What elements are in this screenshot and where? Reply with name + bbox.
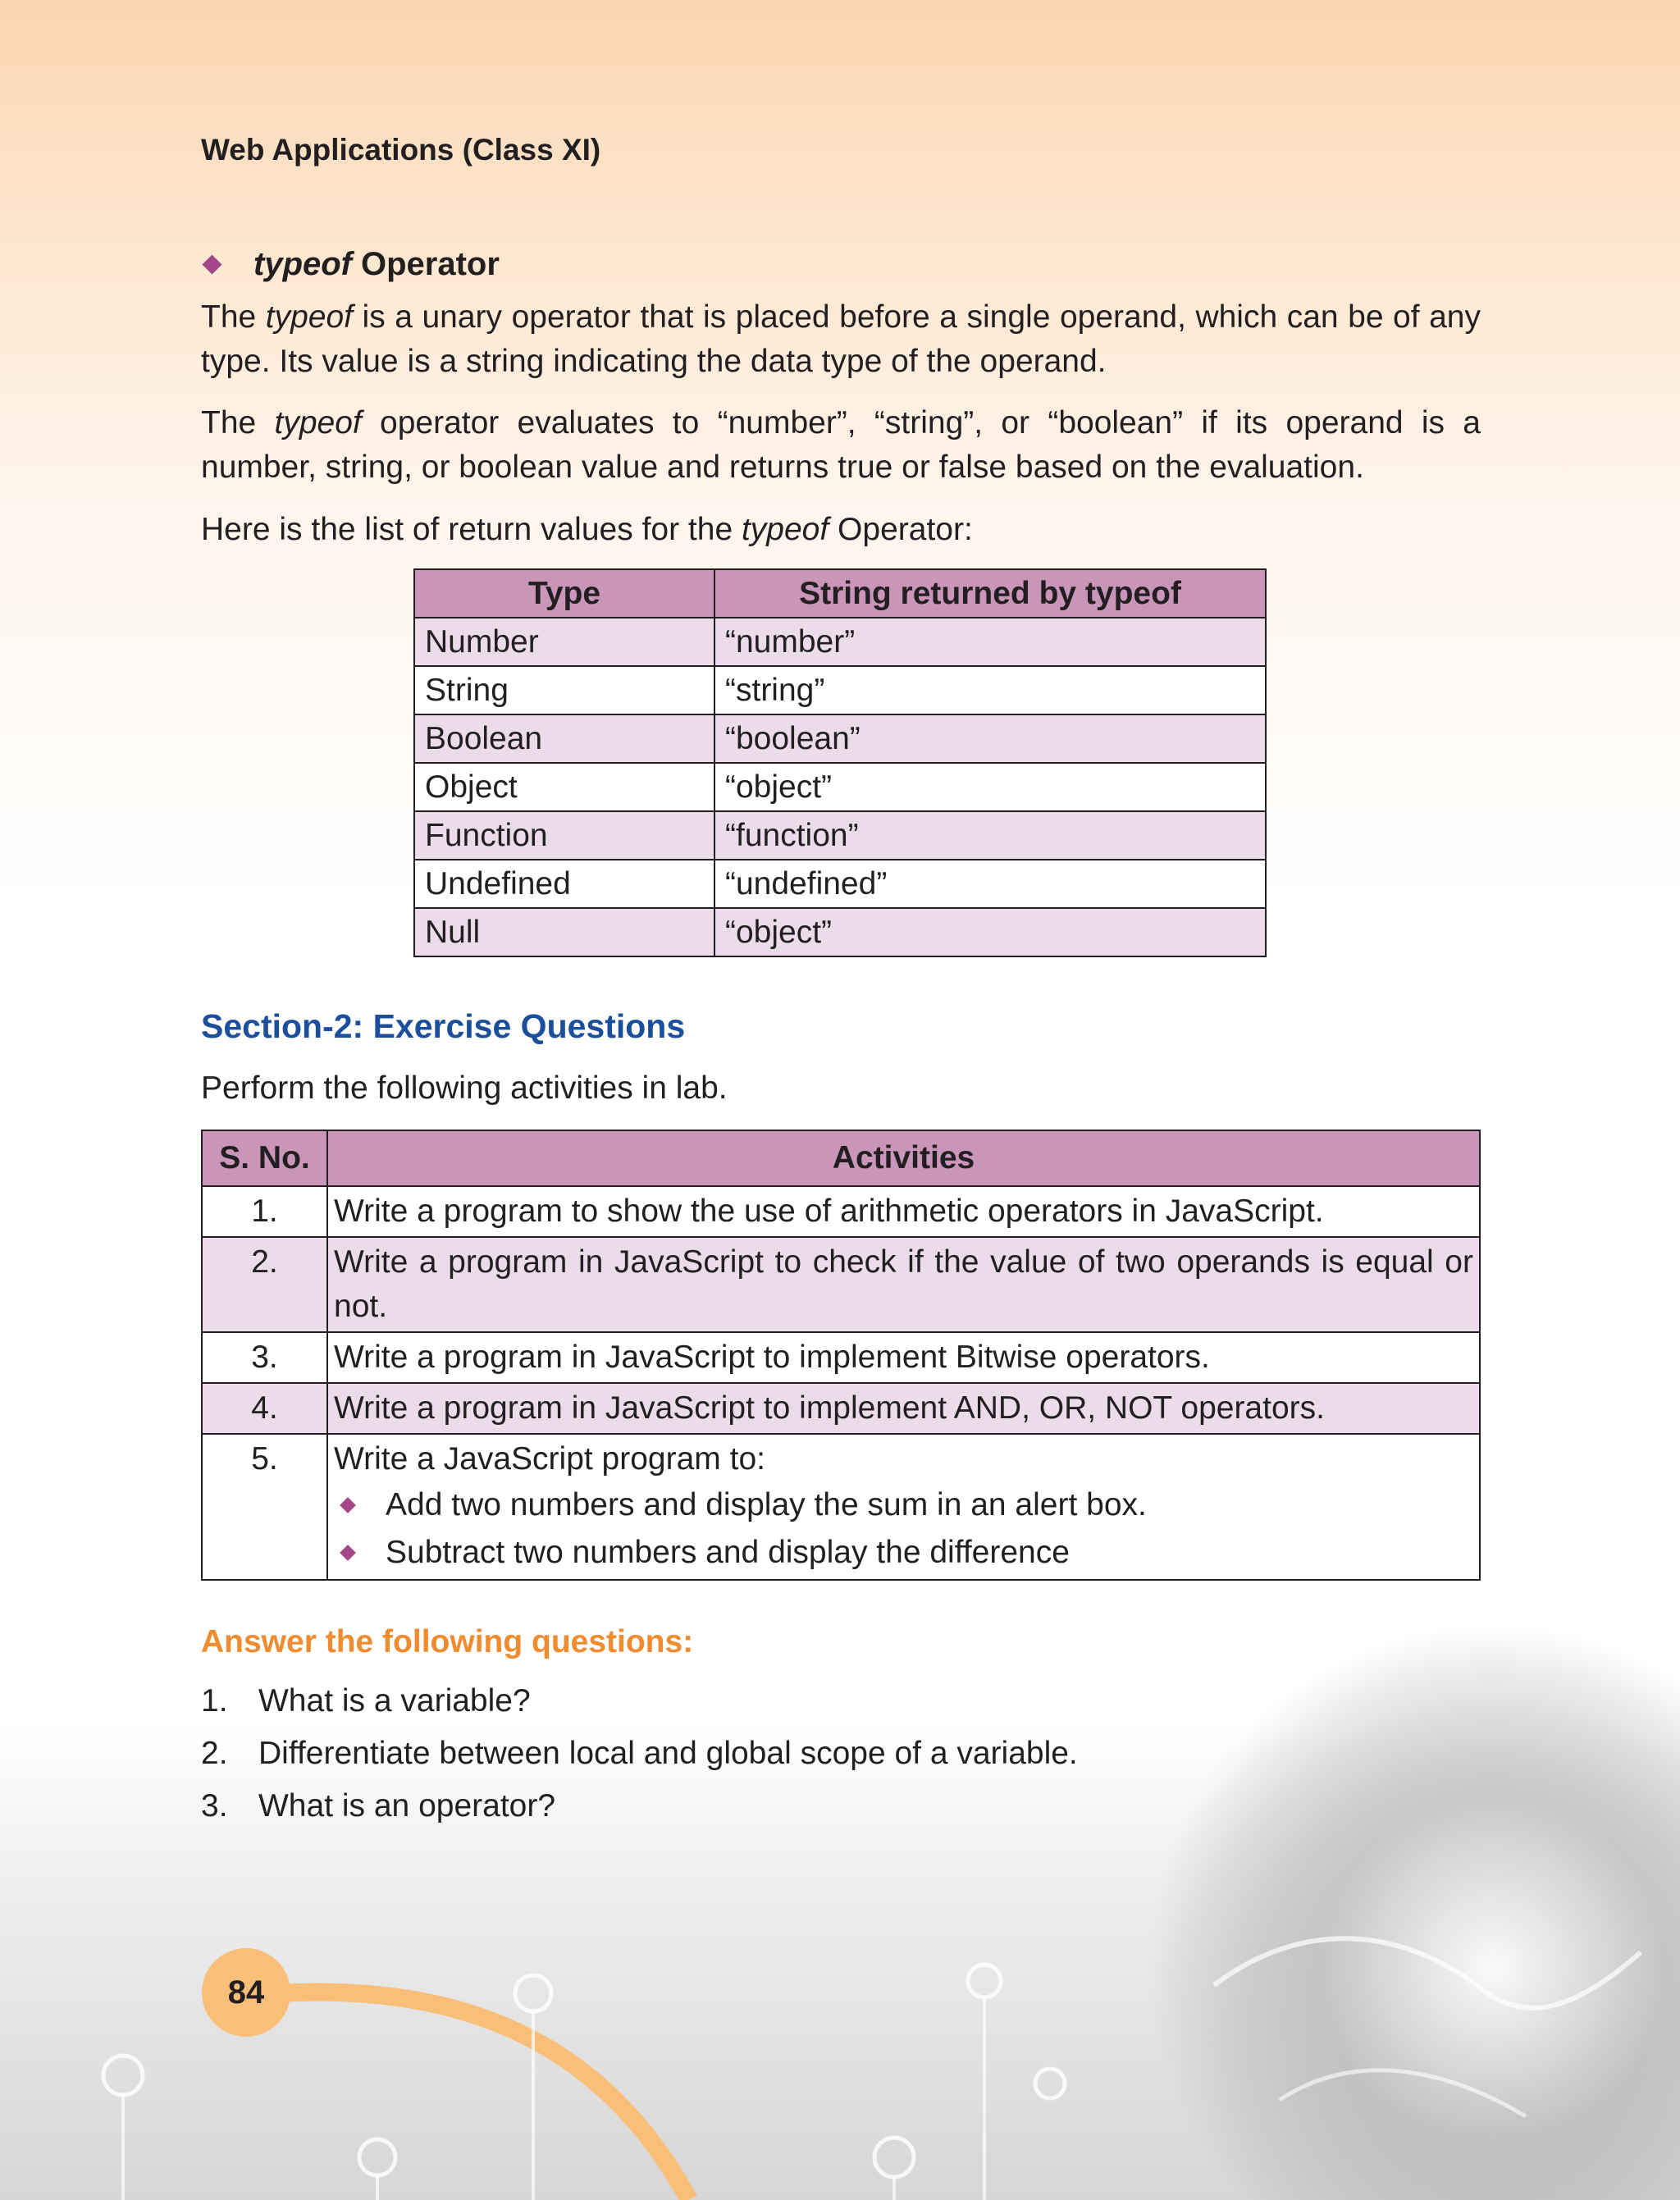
typeof-paragraph-2: The typeof operator evaluates to “number”, “string”, or “boolean” if its operand is a number, string, or boolean value and returns true or false based on the evaluation. (201, 405, 1481, 485)
table-row (414, 811, 1266, 860)
question-text: Differentiate between local and global scope of a variable. (258, 1736, 1078, 1771)
typeof-heading-italic: typeof (253, 246, 352, 282)
question-number: 2. (201, 1736, 228, 1771)
column-header-string: String returned by typeof (714, 569, 1266, 618)
table-row (202, 1383, 1480, 1434)
activity-bullet (334, 1481, 1473, 1529)
question-number: 3. (201, 1788, 228, 1823)
row-number: 1. (202, 1186, 327, 1237)
string-cell: “object” (714, 763, 1266, 811)
section-title: Section-2: Exercise Questions (201, 1007, 686, 1045)
list-item (201, 1683, 1078, 1736)
activity-text: Write a program in JavaScript to implement Bitwise operators. (327, 1332, 1480, 1383)
diamond-bullet-icon (340, 1497, 356, 1513)
table-row (414, 714, 1266, 763)
type-cell: Function (414, 811, 714, 860)
string-cell: “number” (714, 618, 1266, 666)
activity-text: Write a JavaScript program to: (334, 1441, 765, 1477)
typeof-return-table (413, 568, 1267, 957)
type-cell: Boolean (414, 714, 714, 763)
string-cell: “object” (714, 908, 1266, 956)
diamond-bullet-icon (202, 254, 221, 274)
type-cell: Null (414, 908, 714, 956)
row-number: 2. (202, 1237, 327, 1332)
table-header-row (202, 1130, 1480, 1186)
diamond-bullet-icon (340, 1545, 356, 1561)
typeof-paragraph-3: Here is the list of return values for the typeof Operator: (201, 512, 973, 547)
column-header-sno: S. No. (202, 1130, 327, 1186)
table-row (414, 618, 1266, 666)
activity-text: Write a program in JavaScript to implement AND, OR, NOT operators. (327, 1383, 1480, 1434)
type-cell: Number (414, 618, 714, 666)
typeof-paragraph-1: The typeof is a unary operator that is placed before a single operand, which can be of any type. Its value is a string indicating the data type of the operand. (201, 299, 1481, 379)
table-row (202, 1237, 1480, 1332)
activity-cell (327, 1434, 1480, 1580)
string-cell: “string” (714, 666, 1266, 714)
activities-table (201, 1130, 1481, 1581)
running-header: Web Applications (Class XI) (201, 133, 601, 167)
exercise-intro: Perform the following activities in lab. (201, 1070, 728, 1106)
list-item (201, 1788, 1078, 1841)
type-cell: Object (414, 763, 714, 811)
table-row (414, 860, 1266, 908)
string-cell: “boolean” (714, 714, 1266, 763)
table-row (202, 1434, 1480, 1580)
answer-questions-title: Answer the following questions: (201, 1624, 694, 1659)
question-number: 1. (201, 1683, 228, 1718)
bullet-text: Add two numbers and display the sum in an alert box. (386, 1487, 1147, 1522)
typeof-heading-rest: Operator (361, 246, 500, 282)
row-number: 4. (202, 1383, 327, 1434)
table-row (202, 1332, 1480, 1383)
type-cell: String (414, 666, 714, 714)
typeof-heading (201, 246, 500, 283)
activity-text: Write a program to show the use of arithmetic operators in JavaScript. (327, 1186, 1480, 1237)
question-list (201, 1683, 1078, 1841)
column-header-type: Type (414, 569, 714, 618)
string-cell: “undefined” (714, 860, 1266, 908)
page-number: 84 (202, 1948, 290, 2037)
question-text: What is a variable? (258, 1683, 531, 1718)
table-row (202, 1186, 1480, 1237)
column-header-activities: Activities (327, 1130, 1480, 1186)
table-row (414, 666, 1266, 714)
table-header-row (414, 569, 1266, 618)
table-row (414, 908, 1266, 956)
string-cell: “function” (714, 811, 1266, 860)
bullet-text: Subtract two numbers and display the difference (386, 1535, 1070, 1570)
row-number: 3. (202, 1332, 327, 1383)
activity-text: Write a program in JavaScript to check if the value of two operands is equal or not. (327, 1237, 1480, 1332)
table-row (414, 763, 1266, 811)
list-item (201, 1736, 1078, 1788)
row-number: 5. (202, 1434, 327, 1580)
question-text: What is an operator? (258, 1788, 556, 1823)
activity-bullet (334, 1529, 1473, 1577)
type-cell: Undefined (414, 860, 714, 908)
